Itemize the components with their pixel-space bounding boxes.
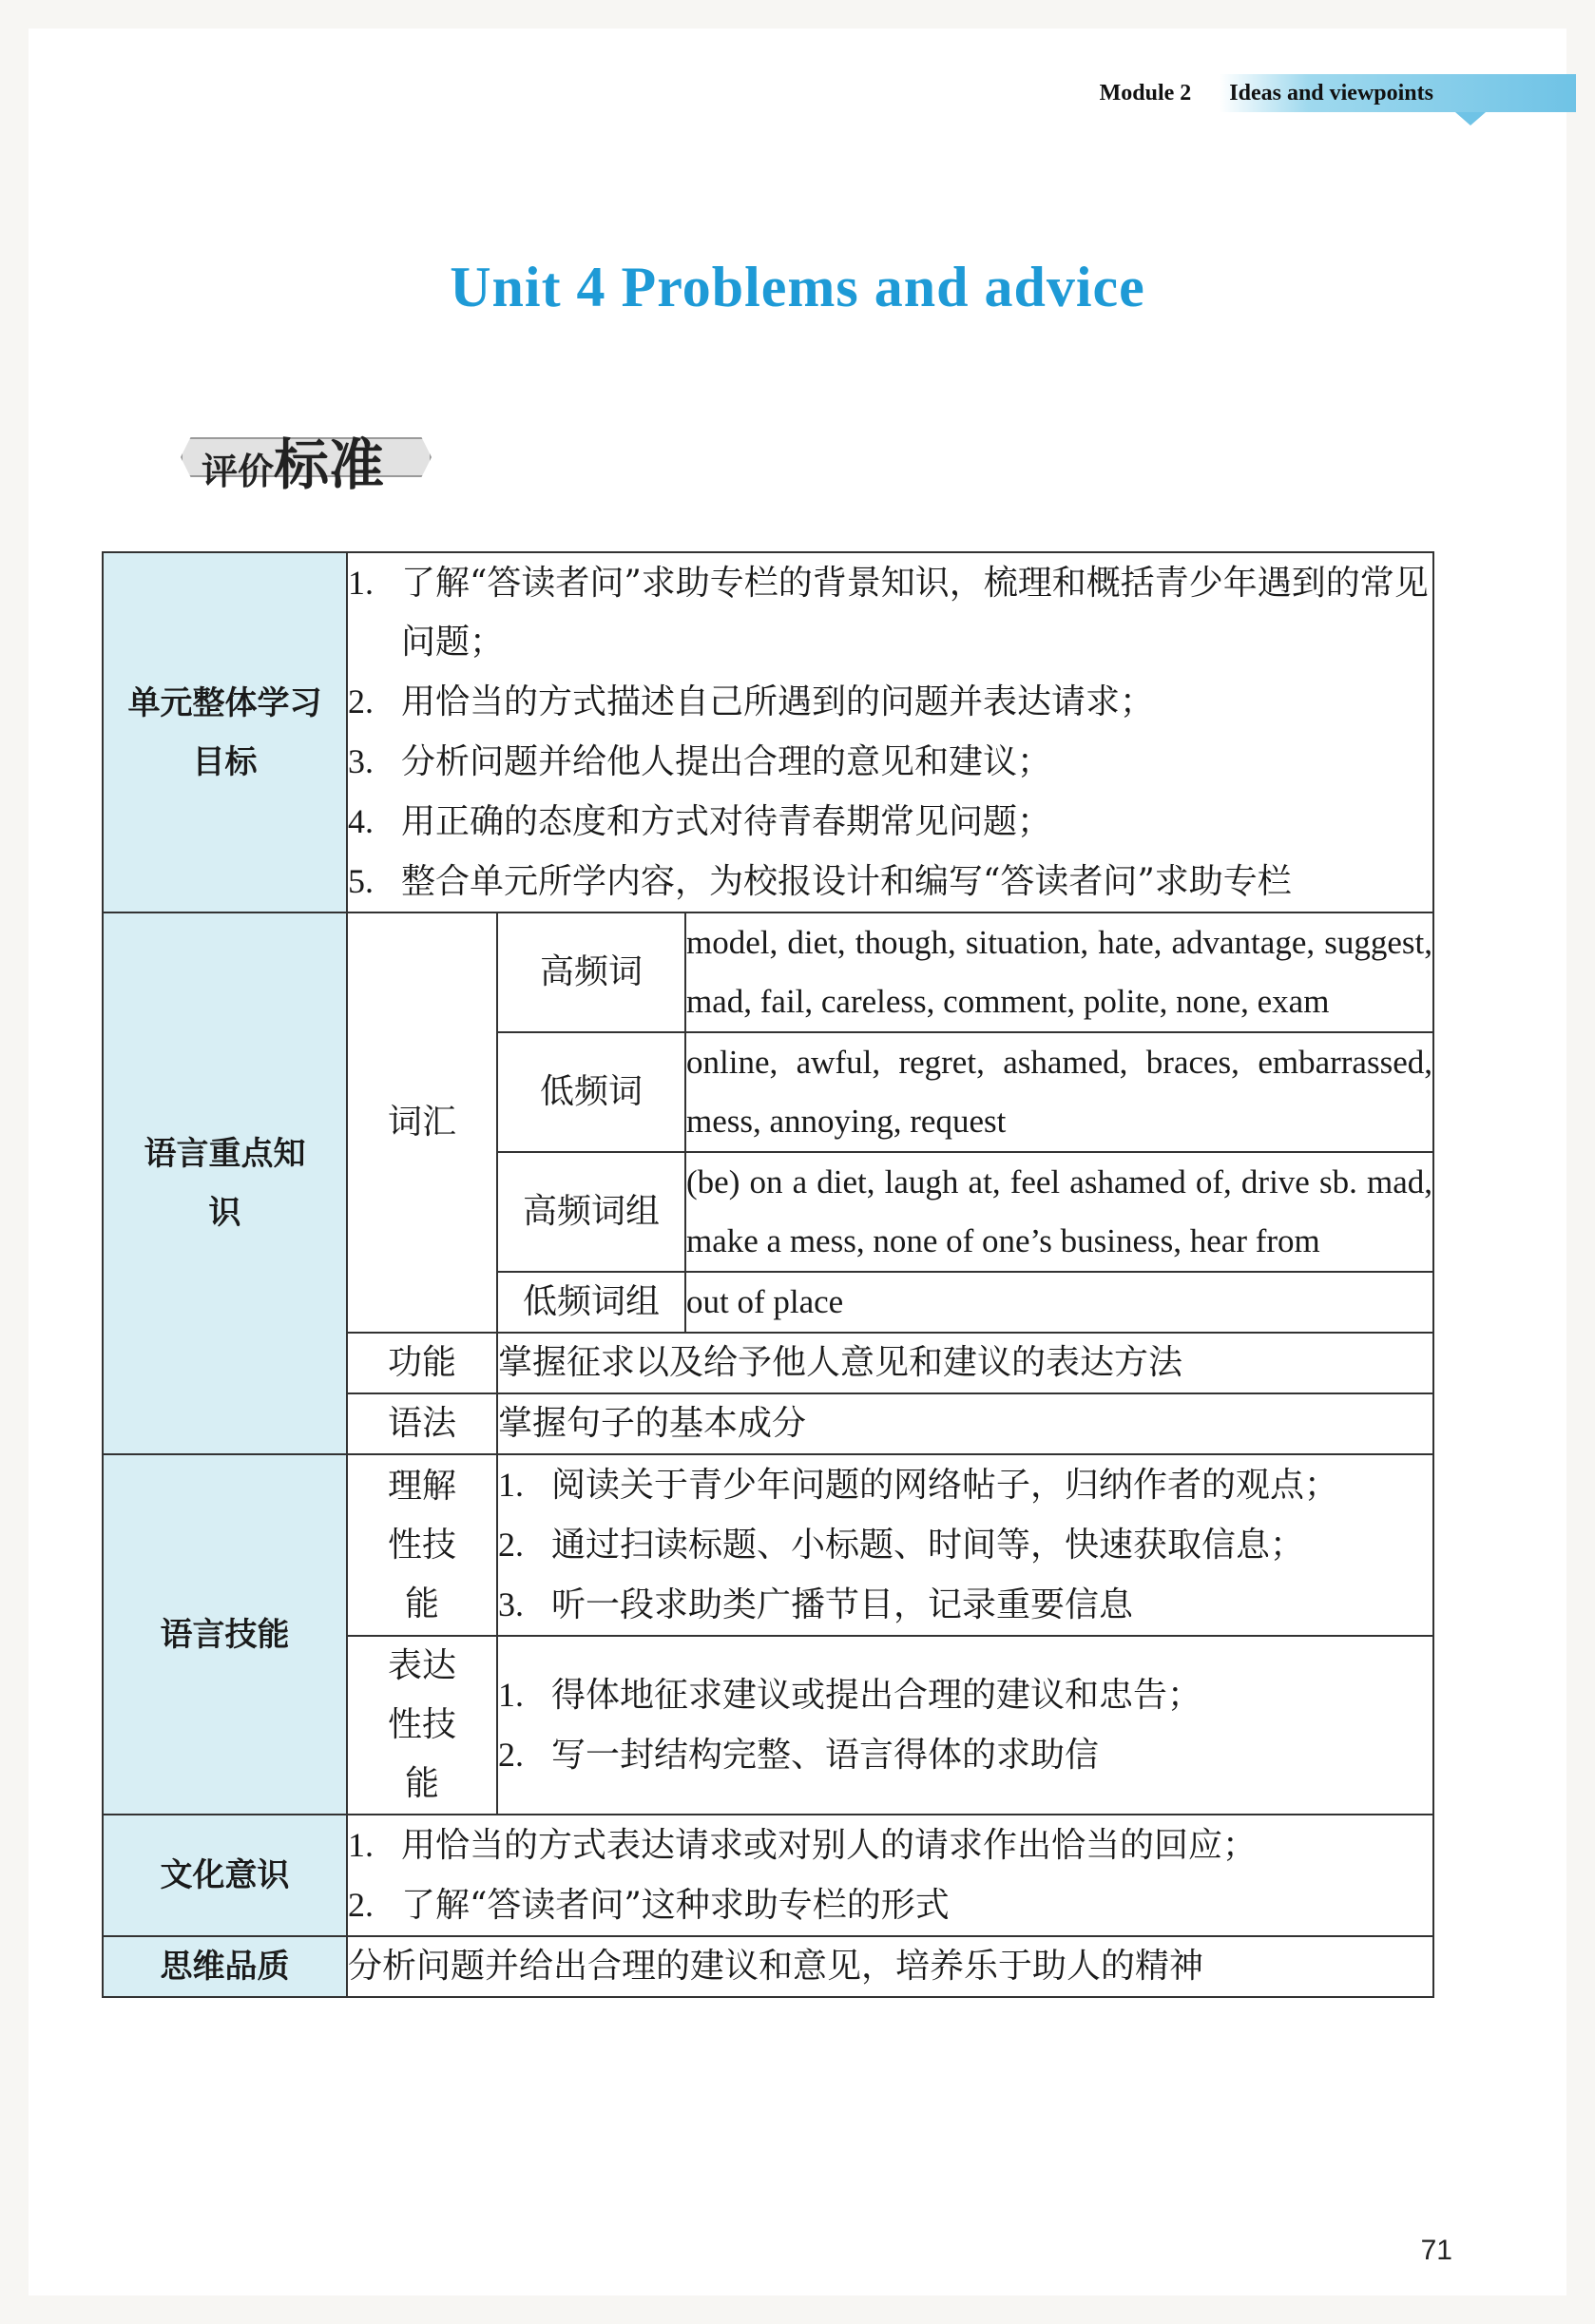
section-label-part2: 标准 <box>274 432 385 497</box>
page-header <box>1100 74 1576 112</box>
list-item: 5. 整合单元所学内容，为校报设计和编写“答读者问”求助专栏 <box>348 862 1292 901</box>
thinking-category: 思维品质 <box>103 1936 347 1997</box>
skills-category: 语言技能 <box>103 1454 347 1815</box>
grammar-text: 掌握句子的基本成分 <box>497 1393 1433 1454</box>
evaluation-table <box>102 551 1434 1998</box>
list-item: 2. 用恰当的方式描述自己所遇到的问题并表达请求； <box>348 682 1155 721</box>
grammar-label: 语法 <box>347 1393 497 1454</box>
list-item: 1. 用恰当的方式表达请求或对别人的请求作出恰当的回应； <box>348 1826 1258 1865</box>
vocab-sub-label: 低频词组 <box>497 1272 685 1333</box>
culture-row <box>103 1815 1433 1936</box>
header-ribbon <box>1220 74 1576 112</box>
list-item: 2. 写一封结构完整、语言得体的求助信 <box>498 1736 1100 1775</box>
vocab-label: 词汇 <box>347 912 497 1333</box>
comprehension-label: 理解性技能 <box>347 1454 497 1636</box>
vocab-words: (be) on a diet, laugh at, feel ashamed of, drive sb. mad, make a mess, none of one’s business, hear from <box>685 1152 1433 1272</box>
list-item: 1. 了解“答读者问”求助专栏的背景知识，梳理和概括青少年遇到的常见问题； <box>348 564 1429 662</box>
module-topic: Ideas and viewpoints <box>1229 80 1433 106</box>
list-item: 3. 分析问题并给他人提出合理的意见和建议； <box>348 742 1052 781</box>
list-item: 3. 听一段求助类广播节目，记录重要信息 <box>498 1585 1134 1624</box>
module-label: Module 2 <box>1099 80 1192 106</box>
vocab-words: online, awful, regret, ashamed, braces, embarrassed, mess, annoying, request <box>685 1032 1433 1152</box>
culture-list <box>347 1815 1433 1936</box>
list-item: 2. 通过扫读标题、小标题、时间等，快速获取信息； <box>498 1526 1305 1565</box>
page-number: 71 <box>1420 2235 1452 2266</box>
vocab-words: model, diet, though, situation, hate, advantage, suggest, mad, fail, careless, comment, polite, none, exam <box>685 912 1433 1032</box>
comprehension-row <box>103 1454 1433 1636</box>
goals-row <box>103 552 1433 912</box>
list-item: 1. 得体地征求建议或提出合理的建议和忠告； <box>498 1676 1202 1715</box>
vocab-sub-label: 高频词 <box>497 912 685 1032</box>
list-item: 4. 用正确的态度和方式对待青春期常见问题； <box>348 802 1052 841</box>
comprehension-list <box>497 1454 1433 1636</box>
vocab-row-high-words <box>103 912 1433 1032</box>
vocab-words: out of place <box>685 1272 1433 1333</box>
expression-list <box>497 1636 1433 1815</box>
function-text: 掌握征求以及给予他人意见和建议的表达方法 <box>497 1333 1433 1393</box>
section-label-part1: 评价 <box>202 451 275 492</box>
list-item: 1. 阅读关于青少年问题的网络帖子，归纳作者的观点； <box>498 1466 1339 1505</box>
goals-list <box>347 552 1433 912</box>
thinking-text: 分析问题并给出合理的建议和意见，培养乐于助人的精神 <box>347 1936 1433 1997</box>
language-category: 语言重点知识 <box>103 912 347 1454</box>
section-label <box>181 420 437 497</box>
function-label: 功能 <box>347 1333 497 1393</box>
expression-label: 表达性技能 <box>347 1636 497 1815</box>
vocab-sub-label: 高频词组 <box>497 1152 685 1272</box>
thinking-row <box>103 1936 1433 1997</box>
culture-category: 文化意识 <box>103 1815 347 1936</box>
list-item: 2. 了解“答读者问”这种求助专栏的形式 <box>348 1886 950 1925</box>
goals-category: 单元整体学习目标 <box>103 552 347 912</box>
vocab-sub-label: 低频词 <box>497 1032 685 1152</box>
unit-title: Unit 4 Problems and advice <box>450 256 1145 318</box>
